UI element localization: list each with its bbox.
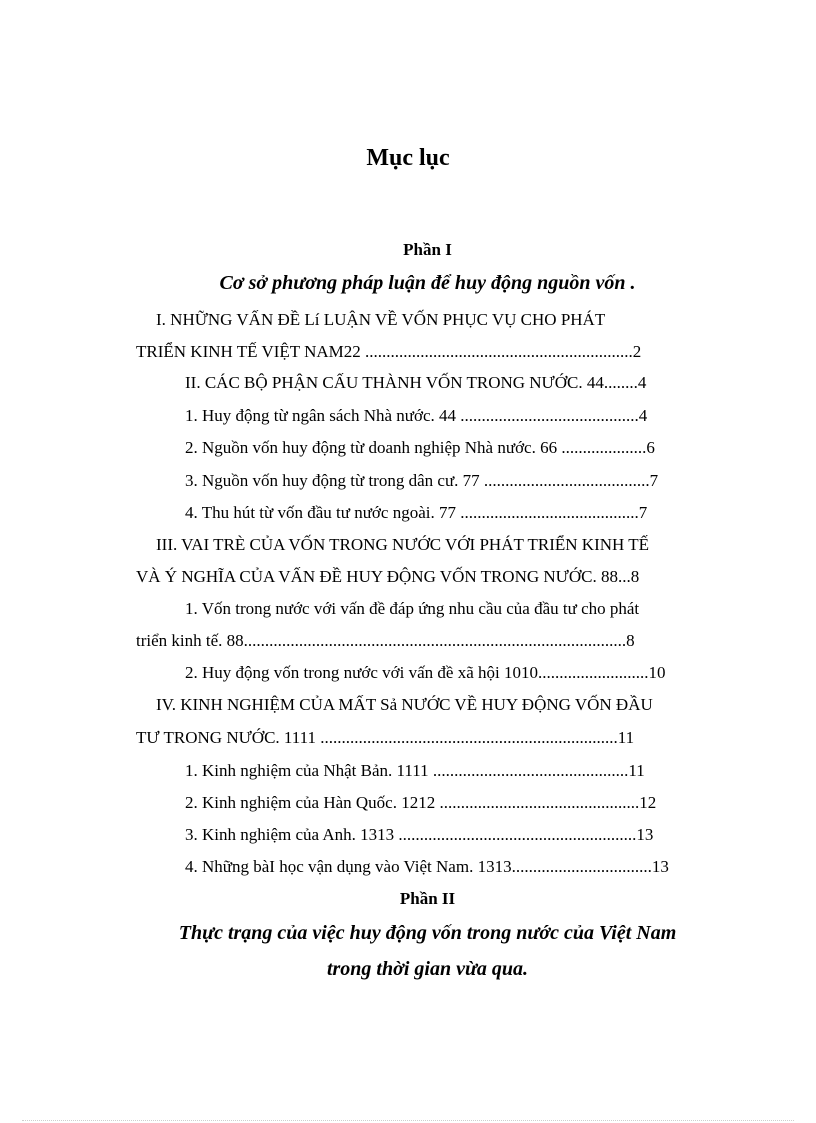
toc-entry: III. VAI TRÈ CỦA VỐN TRONG NƯỚC VỚI PHÁT TRIỂN KINH TẾ xyxy=(156,535,649,554)
toc-entry: I. NHỮNG VẤN ĐỀ Lí LUẬN VỀ VỐN PHỤC VỤ CHO PHÁT xyxy=(156,310,606,329)
toc-entry: VÀ Ý NGHĨA CỦA VẤN ĐỀ HUY ĐỘNG VỐN TRONG NƯỚC. 88...8 xyxy=(136,567,640,586)
toc-entry: II. CÁC BỘ PHẬN CẤU THÀNH VỐN TRONG NƯỚC. 44........4 xyxy=(185,373,647,392)
toc-entry: 3. Kinh nghiệm của Anh. 1313 ........................................................13 xyxy=(185,825,654,844)
toc-entry: 2. Kinh nghiệm của Hàn Quốc. 1212 ...............................................12 xyxy=(185,793,657,812)
part-2-subtitle-line-1: Thực trạng của việc huy động vốn trong nước của Việt Nam xyxy=(178,922,677,944)
toc-entry: 1. Vốn trong nước với vấn đề đáp ứng nhu cầu của đầu tư cho phát xyxy=(185,599,640,618)
toc-entry: IV. KINH NGHIỆM CỦA MẤT Sả NƯỚC VỀ HUY ĐỘNG VỐN ĐẦU xyxy=(156,695,653,714)
part-2-subtitle-line-2: trong thời gian vừa qua. xyxy=(326,958,529,980)
page-bottom-divider xyxy=(22,1120,794,1121)
page-title: Mục lục xyxy=(366,145,450,171)
toc-entry: 3. Nguồn vốn huy động từ trong dân cư. 77 .......................................7 xyxy=(185,471,659,490)
toc-entry: 2. Huy động vốn trong nước với vấn đề xã hội 1010..........................10 xyxy=(185,663,666,682)
part-2-label: Phần II xyxy=(399,889,456,908)
toc-entry: 2. Nguồn vốn huy động từ doanh nghiệp Nhà nước. 66 ....................6 xyxy=(185,438,655,457)
toc-entry: TƯ TRONG NƯỚC. 1111 ......................................................................11 xyxy=(136,728,635,747)
toc-entry: 1. Huy động từ ngân sách Nhà nước. 44 ..........................................4 xyxy=(185,406,648,425)
toc-entry: TRIỂN KINH TẾ VIỆT NAM22 ...............................................................2 xyxy=(136,342,642,361)
toc-entry: 4. Thu hút từ vốn đầu tư nước ngoài. 77 ..........................................7 xyxy=(185,503,648,522)
toc-entry: 4. Những bàI học vận dụng vào Việt Nam. 1313.................................13 xyxy=(185,857,669,876)
part-1-label: Phần I xyxy=(403,240,452,259)
toc-entry: 1. Kinh nghiệm của Nhật Bản. 1111 ..............................................11 xyxy=(185,761,645,780)
part-1-subtitle: Cơ sở phương pháp luận để huy động nguồn vốn . xyxy=(219,272,636,294)
toc-entry: triển kinh tế. 88..........................................................................................8 xyxy=(136,631,635,650)
